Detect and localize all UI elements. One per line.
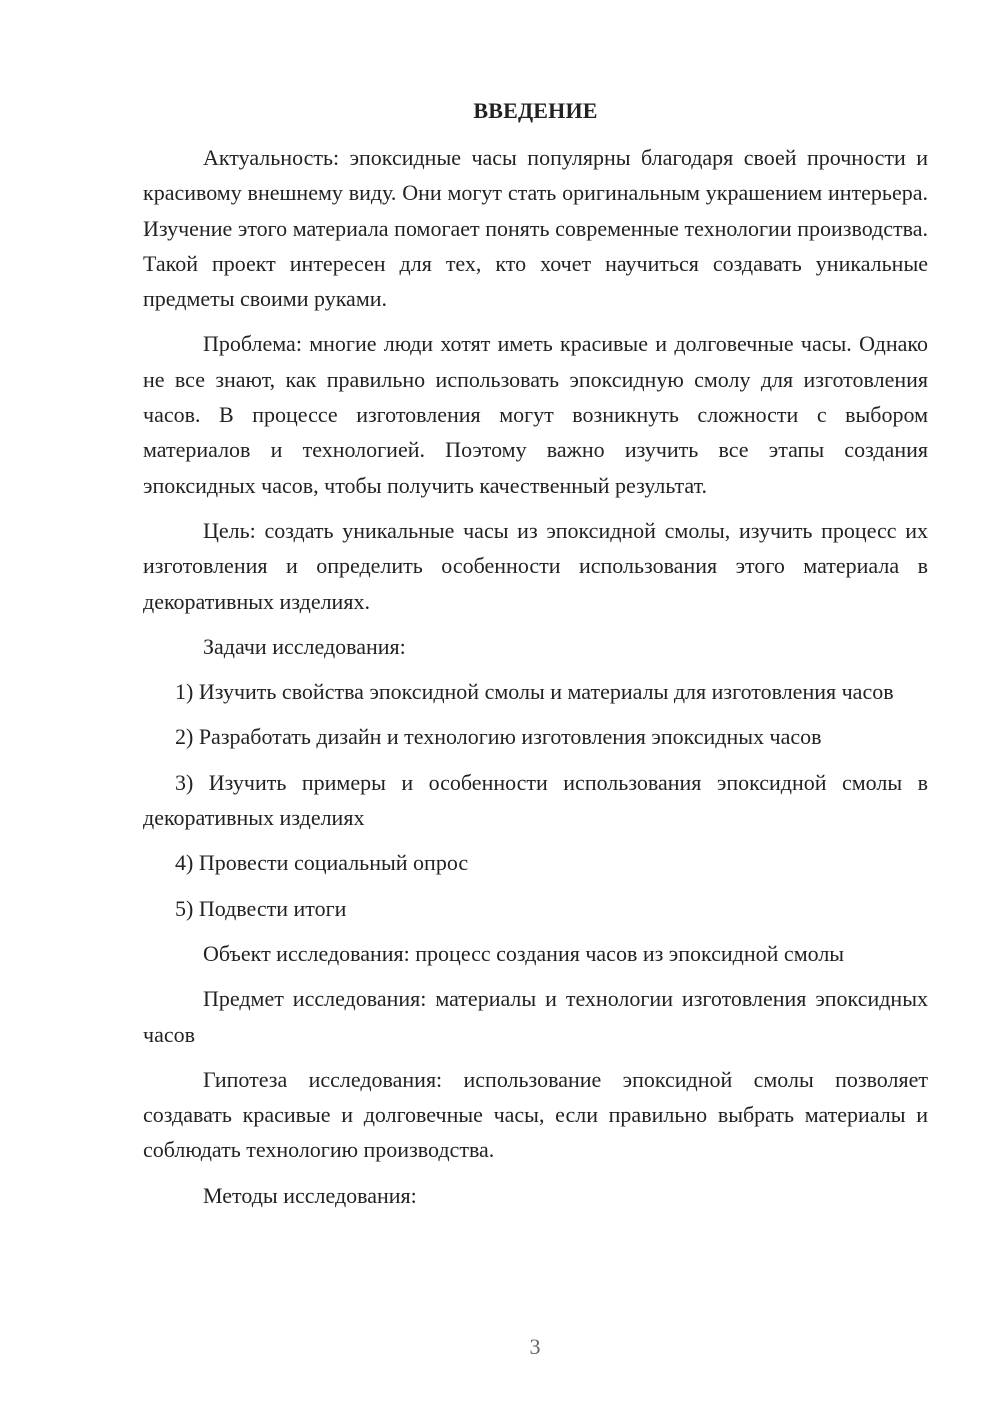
task-item-4: 4) Провести социальный опрос: [175, 850, 469, 876]
problem-paragraph: Проблема: многие люди хотят иметь красивые и долговечные часы. Однако не все знают, как правильно использовать эпоксидную смолу для изготовления часов. В процессе изготовления могут возникнуть сложности с выбором материалов и технологией. Поэтому важно изучить все этапы создания эпоксидных часов, чтобы получить качественный результат.: [143, 331, 928, 498]
tasks-heading: Задачи исследования:: [203, 633, 406, 659]
task-item-3: 3) Изучить примеры и особенности использования эпоксидной смолы в декоративных изделиях: [143, 769, 928, 831]
task-item-1: 1) Изучить свойства эпоксидной смолы и материалы для изготовления часов: [175, 679, 894, 705]
document-page: [143, 96, 928, 1213]
methods-heading: Методы исследования:: [203, 1182, 417, 1208]
subject-paragraph: Предмет исследования: материалы и технологии изготовления эпоксидных часов: [143, 986, 928, 1047]
page-title: ВВЕДЕНИЕ: [473, 98, 598, 123]
task-item-5: 5) Подвести итоги: [175, 895, 347, 921]
relevance-paragraph: Актуальность: эпоксидные часы популярны благодаря своей прочности и красивому внешнему виду. Они могут стать оригинальным украшением интерьера. Изучение этого материала помогает понять современные технологии производства. Такой проект интересен для тех, кто хочет научиться создавать уникальные предметы своими руками.: [143, 145, 928, 312]
page-number: 3: [529, 1334, 541, 1359]
goal-paragraph: Цель: создать уникальные часы из эпоксидной смолы, изучить процесс их изготовления и определить особенности использования этого материала в декоративных изделиях.: [143, 517, 928, 614]
task-item-2: 2) Разработать дизайн и технологию изготовления эпоксидных часов: [175, 724, 822, 750]
object-paragraph: Объект исследования: процесс создания часов из эпоксидной смолы: [203, 940, 845, 966]
hypothesis-paragraph: Гипотеза исследования: использование эпоксидной смолы позволяет создавать красивые и долговечные часы, если правильно выбрать материалы и соблюдать технологию производства.: [143, 1066, 928, 1163]
